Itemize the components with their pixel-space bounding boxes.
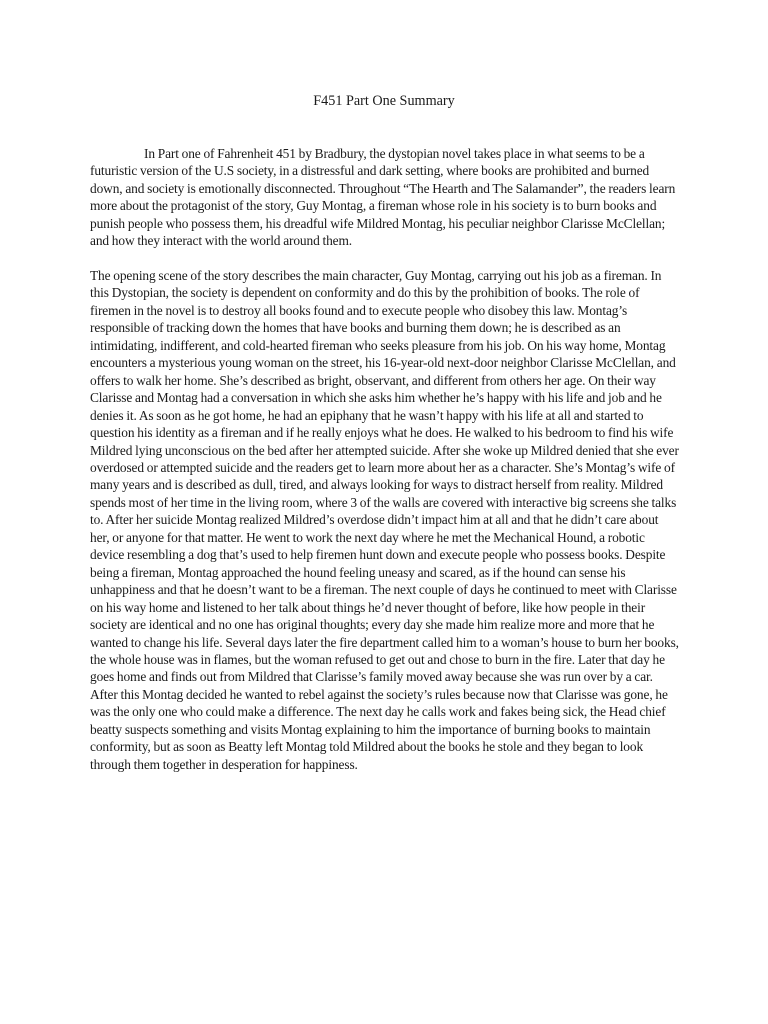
document-title: F451 Part One Summary <box>313 93 455 109</box>
paragraph-summary: The opening scene of the story describes the main character, Guy Montag, carrying out his job as a fireman. In this Dystopian, the society is dependent on conformity and do this by the prohibition of books. The role of firemen in the novel is to destroy all books found and to execute people who disobey this law. Montag’s responsible of tracking down the homes that have books and burning them down; he is described as an intimidating, indifferent, and cold-hearted fireman who seeks pleasure from his job. On his way home, Montag encounters a mysterious young woman on the street, his 16-year-old next-door neighbor Clarisse McClellan, and offers to walk her home. She’s described as bright, observant, and different from others her age. On their way Clarisse and Montag had a conversation in which she asks him whether he’s happy with his life and job and he denies it. As soon as he got home, he had an epiphany that he wasn’t happy with his life at all and started to question his identity as a fireman and if he really enjoys what he does. He walked to his bedroom to find his wife Mildred lying unconscious on the bed after her attempted suicide. After she woke up Mildred denied that she ever overdosed or attempted suicide and the readers get to learn more about her as a character. She’s Montag’s wife of many years and is described as dull, tired, and always looking for ways to distract herself from reality. Mildred spends most of her time in the living room, where 3 of the walls are covered with interactive big screens she talks to. After her suicide Montag realized Mildred’s overdose didn’t impact him at all and that he didn’t care about her, or anyone for that matter. He went to work the next day where he met the Mechanical Hound, a robotic device resembling a dog that’s used to help firemen hunt down and execute people who possess books. Despite being a fireman, Montag approached the hound feeling uneasy and scared, as if the hound can sense his unhappiness and that he doesn’t want to be a fireman. The next couple of days he continued to meet with Clarisse on his way home and listened to her talk about things he’d never thought of before, like how people in their society are identical and no one has original thoughts; every day she made him realize more and more that he wanted to change his life. Several days later the fire department called him to a woman’s house to burn her books, the whole house was in flames, but the woman refused to get out and chose to burn in the fire. Later that day he goes home and finds out from Mildred that Clarisse’s family moved away because she was run over by a car. After this Montag decided he wanted to rebel against the society’s rules because now that Clarisse was gone, he was the only one who could make a difference. The next day he calls work and fakes being sick, the Head chief beatty suspects something and visits Montag explaining to him the importance of burning books to maintain conformity, but as soon as Beatty left Montag told Mildred about the books he stole and they began to look through them together in desperation for happiness. <box>90 268 679 772</box>
paragraph-introduction: In Part one of Fahrenheit 451 by Bradbury, the dystopian novel takes place in what seems to be a futuristic version of the U.S society, in a distressful and dark setting, where books are prohibited and burned down, and society is emotionally disconnected. Throughout “The Hearth and The Salamander”, the readers learn more about the protagonist of the story, Guy Montag, a fireman whose role in his society is to burn books and punish people who possess them, his dreadful wife Mildred Montag, his peculiar neighbor Clarisse McClellan; and how they interact with the world around them. <box>90 146 676 249</box>
